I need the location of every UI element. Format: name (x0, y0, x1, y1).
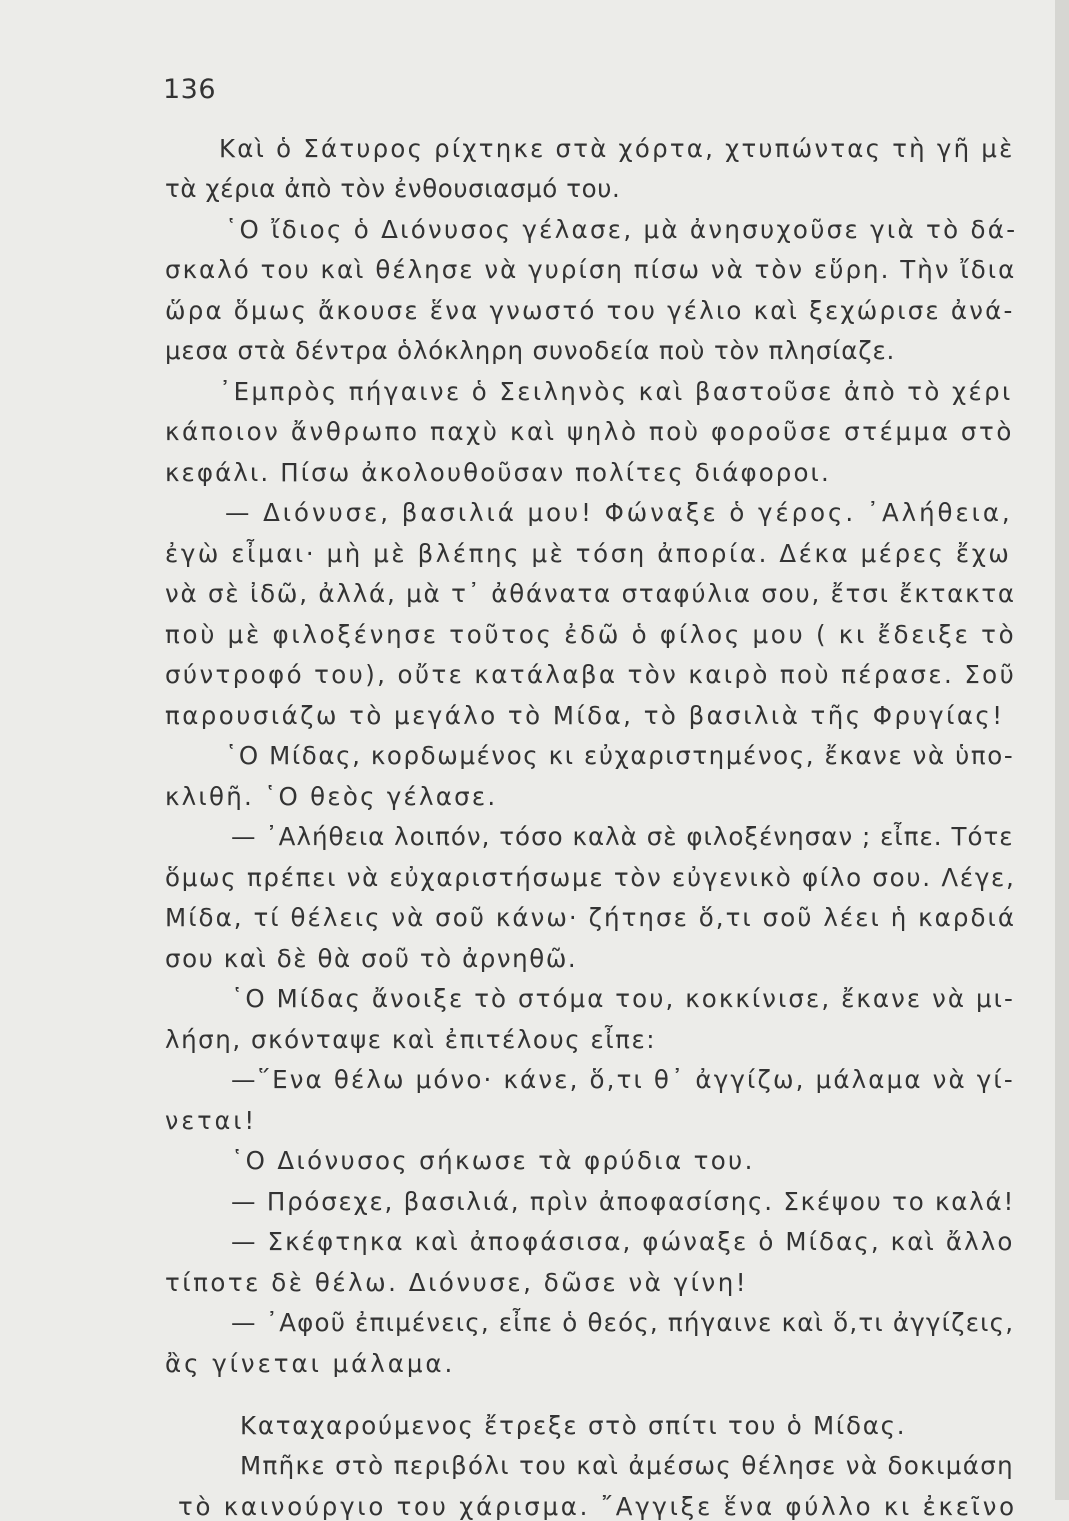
text-line: — Σκέφτηκα καὶ ἀποφάσισα, φώναξε ὁ Μίδας, καὶ ἄλλο (231, 1227, 1015, 1256)
text-line: Καταχαρούμενος ἔτρεξε στὸ σπίτι του ὁ Μίδας. (240, 1411, 907, 1440)
text-line: μεσα στὰ δέντρα ὁλόκληρη συνοδεία ποὺ τὸν πλησίαζε. (165, 336, 896, 365)
text-line: Καὶ ὁ Σάτυρος ρίχτηκε στὰ χόρτα, χτυπώντας τὴ γῆ μὲ (219, 134, 1015, 163)
text-line: Μπῆκε στὸ περιβόλι του καὶ ἀμέσως θέλησε νὰ δοκιμάση (240, 1451, 1015, 1480)
text-line: — ᾿Αλήθεια λοιπόν, τόσο καλὰ σὲ φιλοξένησαν ; εἶπε. Τότε (231, 822, 1014, 851)
text-line: τίποτε δὲ θέλω. Διόνυσε, δῶσε νὰ γίνη! (165, 1268, 749, 1297)
text-line: τὰ χέρια ἀπὸ τὸν ἐνθουσιασμό του. (165, 174, 621, 203)
text-line: τὸ καινούργιο του χάρισμα. ῎Αγγιξε ἕνα φύλλο κι ἐκεῖνο (178, 1492, 1017, 1521)
text-line: σου καὶ δὲ θὰ σοῦ τὸ ἀρνηθῶ. (165, 944, 578, 973)
text-line: λήση, σκόνταψε καὶ ἐπιτέλους εἶπε: (165, 1025, 657, 1054)
text-line: ἂς γίνεται μάλαμα. (165, 1349, 456, 1378)
text-line: κεφάλι. Πίσω ἀκολουθοῦσαν πολίτες διάφοροι. (165, 458, 831, 487)
text-line: — Πρόσεχε, βασιλιά, πρὶν ἀποφασίσης. Σκέψου το καλά! (231, 1187, 1016, 1216)
text-line: ῾Ο ἴδιος ὁ Διόνυσος γέλασε, μὰ ἀνησυχοῦσε γιὰ τὸ δά- (225, 215, 1018, 244)
page-edge (1055, 0, 1069, 1500)
text-line: ὅμως πρέπει νὰ εὐχαριστήσωμε τὸν εὐγενικὸ φίλο σου. Λέγε, (165, 863, 1016, 892)
text-line: νὰ σὲ ἰδῶ, ἀλλά, μὰ τ᾿ ἀθάνατα σταφύλια σου, ἔτσι ἔκτακτα (165, 579, 1016, 608)
text-line: ᾿Εμπρὸς πήγαινε ὁ Σειληνὸς καὶ βαστοῦσε ἀπὸ τὸ χέρι (219, 377, 1013, 406)
text-line: — ᾿Αφοῦ ἐπιμένεις, εἶπε ὁ θεός, πήγαινε καὶ ὅ,τι ἀγγίζεις, (231, 1308, 1015, 1337)
text-line: νεται! (165, 1106, 258, 1135)
page-number: 136 (163, 74, 217, 105)
text-line: ὥρα ὅμως ἄκουσε ἕνα γνωστό του γέλιο καὶ ξεχώρισε ἀνά- (165, 296, 1015, 325)
text-line: κάποιον ἄνθρωπο παχὺ καὶ ψηλὸ ποὺ φοροῦσε στέμμα στὸ (165, 417, 1014, 446)
text-line: παρουσιάζω τὸ μεγάλο τὸ Μίδα, τὸ βασιλιὰ τῆς Φρυγίας! (165, 701, 1005, 730)
text-line: ἐγὼ εἶμαι· μὴ μὲ βλέπης μὲ τόση ἀπορία. Δέκα μέρες ἔχω (165, 539, 1012, 568)
text-line: Μίδα, τί θέλεις νὰ σοῦ κάνω· ζήτησε ὅ,τι σοῦ λέει ἡ καρδιά (165, 903, 1017, 932)
text-line: ῾Ο Μίδας, κορδωμένος κι εὐχαριστημένος, ἔκανε νὰ ὑπο- (225, 741, 1015, 770)
text-line: ποὺ μὲ φιλοξένησε τοῦτος ἐδῶ ὁ φίλος μου ( κι ἔδειξε τὸ (165, 620, 1017, 649)
text-line: κλιθῆ. ῾Ο θεὸς γέλασε. (165, 782, 498, 811)
text-line: ῾Ο Μίδας ἄνοιξε τὸ στόμα του, κοκκίνισε, ἔκανε νὰ μι- (231, 984, 1015, 1013)
text-line: ῾Ο Διόνυσος σήκωσε τὰ φρύδια του. (231, 1146, 755, 1175)
text-line: —῞Ενα θέλω μόνο· κάνε, ὅ,τι θ᾿ ἀγγίζω, μάλαμα νὰ γί- (231, 1065, 1015, 1094)
text-line: σκαλό του καὶ θέλησε νὰ γυρίση πίσω νὰ τὸν εὕρη. Τὴν ἴδια (165, 255, 1017, 284)
text-line: — Διόνυσε, βασιλιά μου! Φώναξε ὁ γέρος. ᾿Αλήθεια, (225, 498, 1013, 527)
text-line: σύντροφό του), οὔτε κατάλαβα τὸν καιρὸ ποὺ πέρασε. Σοῦ (165, 660, 1017, 689)
